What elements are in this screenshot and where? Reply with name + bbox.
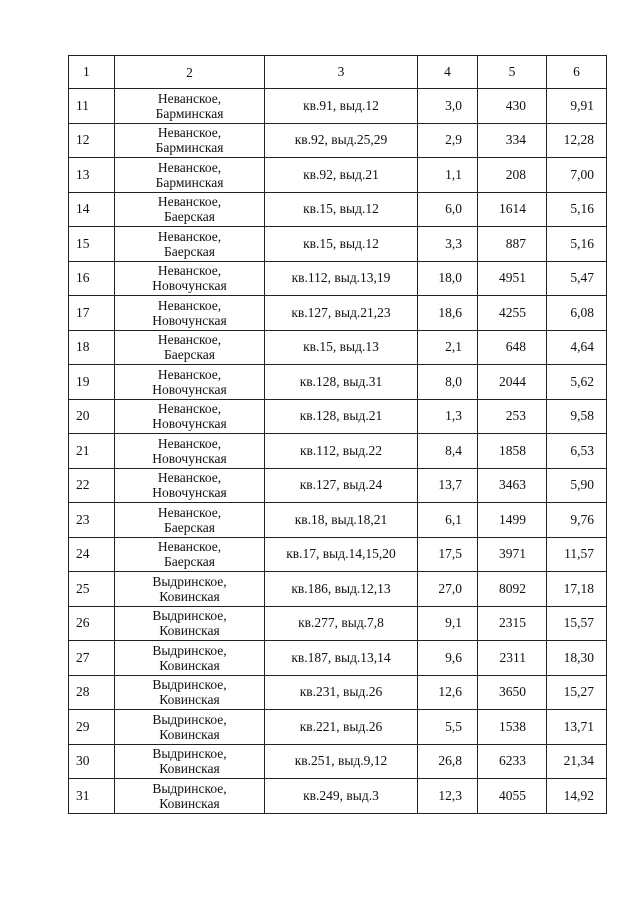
table-row: [69, 123, 607, 158]
table-row: [69, 675, 607, 710]
rate-cell: 4,64: [547, 330, 607, 365]
volume-cell: 1538: [478, 710, 547, 745]
row-number-cell: 30: [69, 744, 115, 779]
quarter-plot-cell: кв.112, выд.22: [265, 434, 418, 469]
volume-cell: 4055: [478, 779, 547, 814]
location-cell: [115, 744, 265, 779]
district-name: Неванское,: [157, 504, 222, 520]
quarter-plot-cell: кв.15, выд.12: [265, 227, 418, 262]
district-name: Неванское,: [157, 470, 222, 486]
volume-cell: 3971: [478, 537, 547, 572]
volume-cell: 208: [478, 158, 547, 193]
volume-cell: 2311: [478, 641, 547, 676]
row-number-cell: 13: [69, 158, 115, 193]
rate-cell: 15,27: [547, 675, 607, 710]
header-cell-6: 6: [547, 56, 607, 89]
quarter-plot-cell: кв.251, выд.9,12: [265, 744, 418, 779]
row-number-cell: 26: [69, 606, 115, 641]
quarter-plot-cell: кв.231, выд.26: [265, 675, 418, 710]
district-name: Неванское,: [157, 366, 222, 382]
table-row: [69, 227, 607, 262]
area-cell: 27,0: [418, 572, 478, 607]
rate-cell: 18,30: [547, 641, 607, 676]
location-cell: [115, 779, 265, 814]
table-header-row: [69, 56, 607, 89]
area-cell: 17,5: [418, 537, 478, 572]
forestry-name: Барминская: [155, 105, 224, 121]
forestry-name: Новочунская: [152, 278, 227, 294]
area-cell: 9,1: [418, 606, 478, 641]
row-number-cell: 25: [69, 572, 115, 607]
row-number-cell: 11: [69, 89, 115, 124]
quarter-plot-cell: кв.15, выд.12: [265, 192, 418, 227]
quarter-plot-cell: кв.187, выд.13,14: [265, 641, 418, 676]
row-number-cell: 21: [69, 434, 115, 469]
rate-cell: 11,57: [547, 537, 607, 572]
district-name: Неванское,: [157, 297, 222, 313]
row-number-cell: 27: [69, 641, 115, 676]
forestry-name: Баерская: [163, 347, 216, 363]
table-row: [69, 434, 607, 469]
volume-cell: 2315: [478, 606, 547, 641]
rate-cell: 12,28: [547, 123, 607, 158]
rate-cell: 6,08: [547, 296, 607, 331]
table-row: [69, 744, 607, 779]
district-name: Неванское,: [157, 159, 222, 175]
row-number-cell: 31: [69, 779, 115, 814]
header-cell-4: 4: [418, 56, 478, 89]
district-name: Выдринское,: [152, 608, 227, 624]
forestry-name: Новочунская: [152, 450, 227, 466]
area-cell: 18,6: [418, 296, 478, 331]
forestry-name: Ковинская: [159, 761, 220, 777]
quarter-plot-cell: кв.15, выд.13: [265, 330, 418, 365]
row-number-cell: 22: [69, 468, 115, 503]
area-cell: 1,3: [418, 399, 478, 434]
area-cell: 1,1: [418, 158, 478, 193]
location-cell: [115, 399, 265, 434]
table-row: [69, 330, 607, 365]
quarter-plot-cell: кв.17, выд.14,15,20: [265, 537, 418, 572]
rate-cell: 15,57: [547, 606, 607, 641]
location-cell: [115, 330, 265, 365]
forestry-name: Баерская: [163, 243, 216, 259]
location-cell: [115, 606, 265, 641]
location-cell: [115, 192, 265, 227]
rate-cell: 14,92: [547, 779, 607, 814]
area-cell: 12,3: [418, 779, 478, 814]
volume-cell: 4255: [478, 296, 547, 331]
forestry-name: Ковинская: [159, 588, 220, 604]
quarter-plot-cell: кв.128, выд.31: [265, 365, 418, 400]
data-table: [68, 55, 607, 814]
header-cell-3: 3: [265, 56, 418, 89]
district-name: Неванское,: [157, 539, 222, 555]
forestry-name: Баерская: [163, 519, 216, 535]
row-number-cell: 19: [69, 365, 115, 400]
district-name: Выдринское,: [152, 711, 227, 727]
rate-cell: 21,34: [547, 744, 607, 779]
location-cell: [115, 261, 265, 296]
location-cell: [115, 296, 265, 331]
area-cell: 18,0: [418, 261, 478, 296]
row-number-cell: 16: [69, 261, 115, 296]
quarter-plot-cell: кв.92, выд.25,29: [265, 123, 418, 158]
table-row: [69, 89, 607, 124]
area-cell: 8,4: [418, 434, 478, 469]
row-number-cell: 20: [69, 399, 115, 434]
volume-cell: 253: [478, 399, 547, 434]
location-cell: [115, 89, 265, 124]
volume-cell: 3463: [478, 468, 547, 503]
location-cell: [115, 365, 265, 400]
table-row: [69, 296, 607, 331]
district-name: Неванское,: [157, 125, 222, 141]
volume-cell: 4951: [478, 261, 547, 296]
area-cell: 6,1: [418, 503, 478, 538]
area-cell: 6,0: [418, 192, 478, 227]
area-cell: 26,8: [418, 744, 478, 779]
quarter-plot-cell: кв.128, выд.21: [265, 399, 418, 434]
forestry-name: Ковинская: [159, 623, 220, 639]
row-number-cell: 12: [69, 123, 115, 158]
row-number-cell: 28: [69, 675, 115, 710]
rate-cell: 9,58: [547, 399, 607, 434]
volume-cell: 1499: [478, 503, 547, 538]
table-row: [69, 503, 607, 538]
location-cell: [115, 537, 265, 572]
forestry-name: Баерская: [163, 554, 216, 570]
forestry-name: Баерская: [163, 209, 216, 225]
district-name: Выдринское,: [152, 746, 227, 762]
row-number-cell: 29: [69, 710, 115, 745]
district-name: Неванское,: [157, 263, 222, 279]
quarter-plot-cell: кв.127, выд.21,23: [265, 296, 418, 331]
table-row: [69, 779, 607, 814]
district-name: Неванское,: [157, 435, 222, 451]
district-name: Неванское,: [157, 90, 222, 106]
table-row: [69, 606, 607, 641]
district-name: Неванское,: [157, 332, 222, 348]
row-number-cell: 14: [69, 192, 115, 227]
quarter-plot-cell: кв.186, выд.12,13: [265, 572, 418, 607]
quarter-plot-cell: кв.221, выд.26: [265, 710, 418, 745]
location-cell: [115, 675, 265, 710]
volume-cell: 8092: [478, 572, 547, 607]
forestry-name: Ковинская: [159, 795, 220, 811]
forestry-name: Ковинская: [159, 692, 220, 708]
area-cell: 5,5: [418, 710, 478, 745]
area-cell: 2,1: [418, 330, 478, 365]
district-name: Неванское,: [157, 401, 222, 417]
row-number-cell: 23: [69, 503, 115, 538]
table-row: [69, 365, 607, 400]
location-cell: [115, 710, 265, 745]
volume-cell: 430: [478, 89, 547, 124]
rate-cell: 5,47: [547, 261, 607, 296]
row-number-cell: 18: [69, 330, 115, 365]
area-cell: 13,7: [418, 468, 478, 503]
header-cell-2: 2: [115, 56, 265, 89]
rate-cell: 13,71: [547, 710, 607, 745]
district-name: Выдринское,: [152, 573, 227, 589]
location-cell: [115, 158, 265, 193]
rate-cell: 5,16: [547, 227, 607, 262]
row-number-cell: 17: [69, 296, 115, 331]
area-cell: 2,9: [418, 123, 478, 158]
area-cell: 12,6: [418, 675, 478, 710]
forestry-name: Новочунская: [152, 381, 227, 397]
area-cell: 9,6: [418, 641, 478, 676]
forestry-name: Ковинская: [159, 657, 220, 673]
area-cell: 8,0: [418, 365, 478, 400]
table-row: [69, 572, 607, 607]
location-cell: [115, 572, 265, 607]
table-row: [69, 537, 607, 572]
header-cell-1: 1: [69, 56, 115, 89]
volume-cell: 2044: [478, 365, 547, 400]
district-name: Выдринское,: [152, 780, 227, 796]
volume-cell: 1858: [478, 434, 547, 469]
table-row: [69, 710, 607, 745]
row-number-cell: 15: [69, 227, 115, 262]
quarter-plot-cell: кв.112, выд.13,19: [265, 261, 418, 296]
quarter-plot-cell: кв.277, выд.7,8: [265, 606, 418, 641]
location-cell: [115, 123, 265, 158]
rate-cell: 5,16: [547, 192, 607, 227]
table-row: [69, 399, 607, 434]
volume-cell: 334: [478, 123, 547, 158]
forestry-name: Ковинская: [159, 726, 220, 742]
rate-cell: 5,62: [547, 365, 607, 400]
quarter-plot-cell: кв.249, выд.3: [265, 779, 418, 814]
volume-cell: 1614: [478, 192, 547, 227]
header-cell-5: 5: [478, 56, 547, 89]
rate-cell: 17,18: [547, 572, 607, 607]
location-cell: [115, 503, 265, 538]
quarter-plot-cell: кв.18, выд.18,21: [265, 503, 418, 538]
district-name: Выдринское,: [152, 642, 227, 658]
forestry-name: Новочунская: [152, 312, 227, 328]
district-name: Неванское,: [157, 194, 222, 210]
table-row: [69, 158, 607, 193]
row-number-cell: 24: [69, 537, 115, 572]
volume-cell: 648: [478, 330, 547, 365]
rate-cell: 7,00: [547, 158, 607, 193]
rate-cell: 9,91: [547, 89, 607, 124]
table-row: [69, 261, 607, 296]
table-row: [69, 192, 607, 227]
location-cell: [115, 434, 265, 469]
location-cell: [115, 641, 265, 676]
district-name: Неванское,: [157, 228, 222, 244]
location-cell: [115, 468, 265, 503]
rate-cell: 6,53: [547, 434, 607, 469]
district-name: Выдринское,: [152, 677, 227, 693]
forestry-name: Барминская: [155, 174, 224, 190]
table-body: [69, 56, 607, 814]
area-cell: 3,3: [418, 227, 478, 262]
rate-cell: 5,90: [547, 468, 607, 503]
area-cell: 3,0: [418, 89, 478, 124]
rate-cell: 9,76: [547, 503, 607, 538]
location-cell: [115, 227, 265, 262]
volume-cell: 6233: [478, 744, 547, 779]
forestry-name: Барминская: [155, 140, 224, 156]
quarter-plot-cell: кв.91, выд.12: [265, 89, 418, 124]
quarter-plot-cell: кв.92, выд.21: [265, 158, 418, 193]
table-row: [69, 468, 607, 503]
volume-cell: 3650: [478, 675, 547, 710]
quarter-plot-cell: кв.127, выд.24: [265, 468, 418, 503]
forestry-name: Новочунская: [152, 416, 227, 432]
table-row: [69, 641, 607, 676]
forestry-name: Новочунская: [152, 485, 227, 501]
volume-cell: 887: [478, 227, 547, 262]
